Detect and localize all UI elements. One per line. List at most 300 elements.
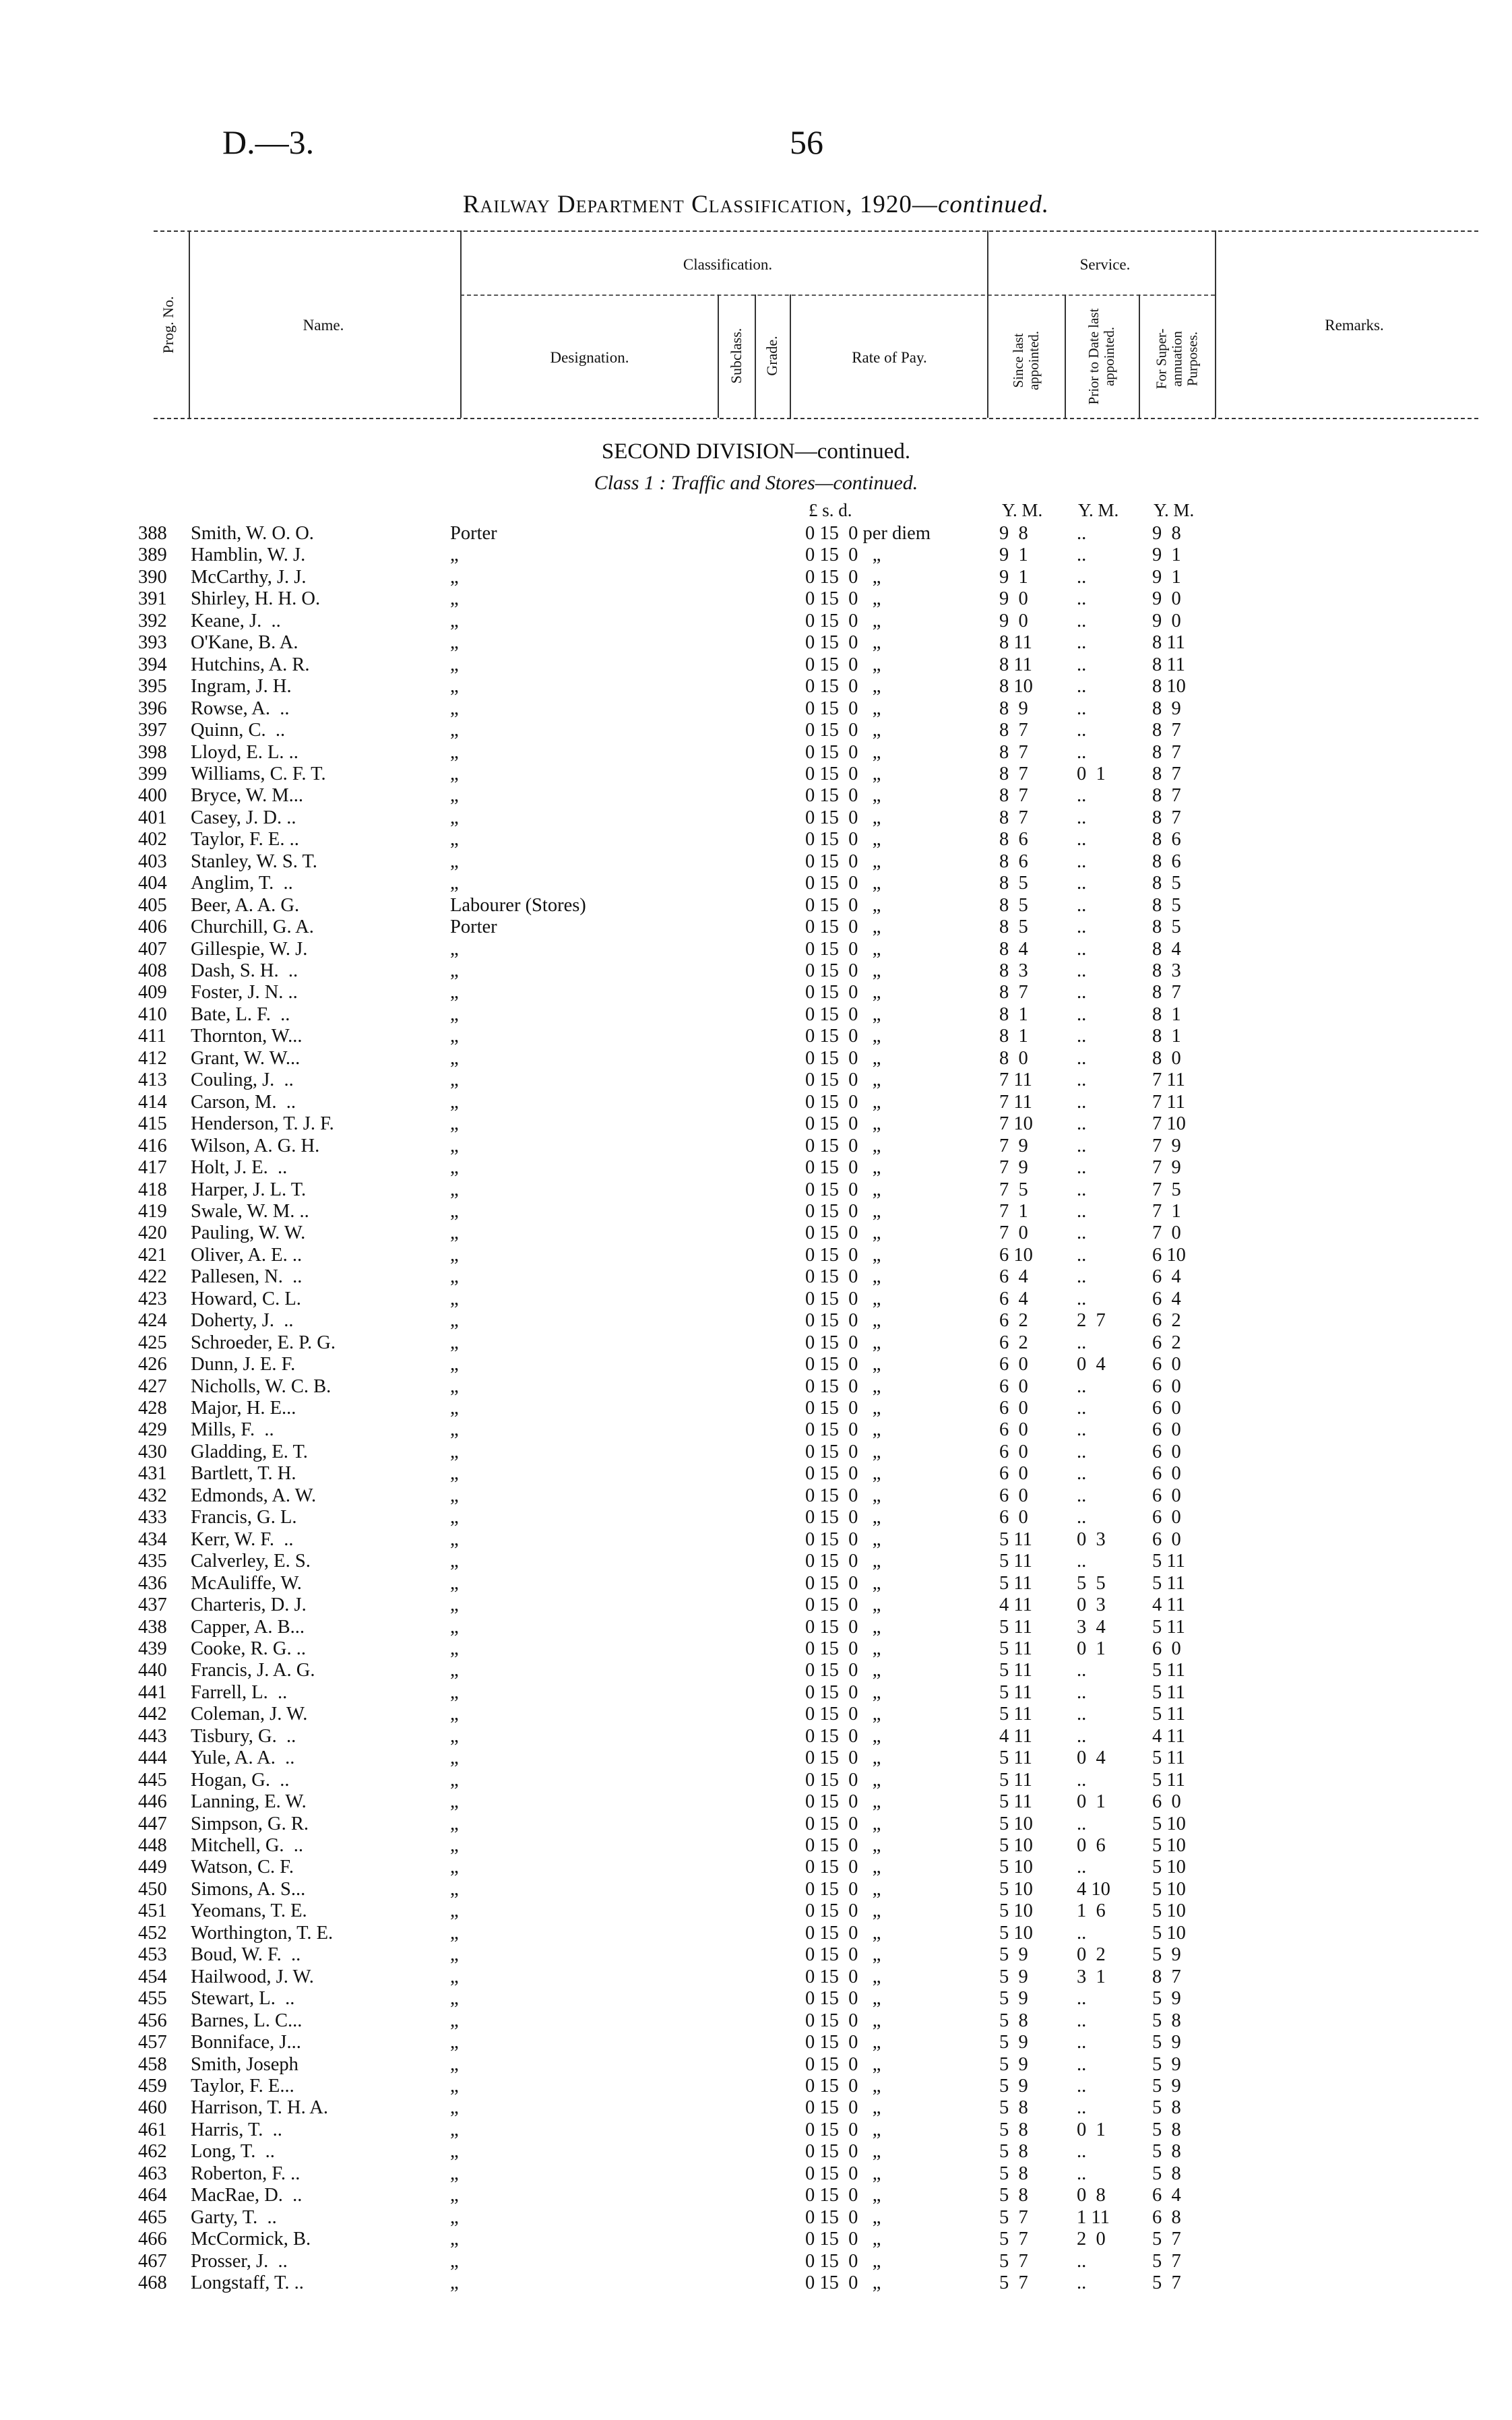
staff-name: Stewart, L. .. — [191, 1988, 295, 2010]
table-row — [0, 939, 1512, 960]
table-row — [0, 1092, 1512, 1113]
staff-name: Yeomans, T. E. — [191, 1900, 307, 1922]
service-prior: 0 1 — [1077, 1791, 1106, 1813]
rate-of-pay: 0 15 0 „ — [805, 1551, 881, 1572]
prog-no: 468 — [138, 2272, 167, 2293]
table-row — [0, 1770, 1512, 1791]
service-superannuation: 7 5 — [1152, 1179, 1181, 1200]
rate-of-pay: 0 15 0 „ — [805, 610, 881, 631]
staff-name: Swale, W. M. .. — [191, 1200, 309, 1222]
service-superannuation: 7 11 — [1152, 1091, 1185, 1113]
service-prior: .. — [1077, 1681, 1087, 1703]
service-prior: .. — [1077, 1398, 1087, 1419]
rate-of-pay: 0 15 0 „ — [805, 1419, 881, 1441]
table-row — [0, 960, 1512, 982]
designation: „ — [450, 1179, 459, 1200]
staff-name: Taylor, F. E. .. — [191, 829, 299, 850]
designation: „ — [450, 1660, 459, 1681]
staff-name: Cooke, R. G. .. — [191, 1638, 306, 1659]
prog-no: 388 — [138, 523, 167, 544]
prog-no: 453 — [138, 1944, 167, 1966]
designation: „ — [450, 2185, 459, 2206]
divider-6 — [987, 230, 988, 418]
designation: „ — [450, 2272, 459, 2293]
designation: „ — [450, 720, 459, 741]
service-superannuation: 6 0 — [1152, 1485, 1181, 1506]
prog-no: 412 — [138, 1047, 167, 1069]
staff-name: Smith, Joseph — [191, 2053, 298, 2075]
divider-3 — [718, 294, 719, 418]
service-superannuation: 8 5 — [1152, 894, 1181, 916]
table-row — [0, 1594, 1512, 1616]
staff-name: Hogan, G. .. — [191, 1769, 290, 1791]
table-row — [0, 1004, 1512, 1026]
rate-of-pay: 0 15 0 „ — [805, 1485, 881, 1506]
col-prior-to-date: Prior to Date last appointed. — [1085, 308, 1117, 405]
service-since-last: 8 7 — [999, 763, 1028, 784]
table-row — [0, 1201, 1512, 1222]
prog-no: 411 — [138, 1026, 166, 1047]
service-superannuation: 5 9 — [1152, 2032, 1181, 2053]
prog-no: 463 — [138, 2163, 167, 2184]
service-since-last: 5 7 — [999, 2229, 1028, 2250]
staff-name: Harrison, T. H. A. — [191, 2097, 328, 2119]
service-since-last: 8 11 — [999, 654, 1032, 675]
service-superannuation: 9 8 — [1152, 523, 1181, 544]
prog-no: 421 — [138, 1244, 167, 1266]
rate-of-pay: 0 15 0 „ — [805, 763, 881, 784]
service-prior: 0 3 — [1077, 1594, 1106, 1616]
service-since-last: 8 6 — [999, 850, 1028, 872]
prog-no: 435 — [138, 1551, 167, 1572]
service-superannuation: 6 0 — [1152, 1638, 1181, 1659]
rate-of-pay: 0 15 0 „ — [805, 1944, 881, 1966]
rate-of-pay: 0 15 0 „ — [805, 829, 881, 850]
designation: „ — [450, 2010, 459, 2031]
designation: „ — [450, 1988, 459, 2010]
designation: „ — [450, 763, 459, 784]
staff-name: Grant, W. W... — [191, 1047, 301, 1069]
designation: „ — [450, 1135, 459, 1156]
service-prior: 1 6 — [1077, 1900, 1106, 1922]
service-superannuation: 8 7 — [1152, 763, 1181, 784]
designation: „ — [450, 1857, 459, 1878]
table-row — [0, 1835, 1512, 1857]
table-row — [0, 720, 1512, 741]
table-row — [0, 654, 1512, 676]
staff-name: Foster, J. N. .. — [191, 982, 298, 1003]
table-row — [0, 1617, 1512, 1638]
staff-name: Edmonds, A. W. — [191, 1485, 317, 1506]
prog-no: 390 — [138, 566, 167, 588]
divider-9 — [1215, 230, 1216, 418]
table-row — [0, 1332, 1512, 1354]
service-prior: .. — [1077, 545, 1087, 566]
table-row — [0, 764, 1512, 785]
service-prior: .. — [1077, 807, 1087, 828]
service-superannuation: 7 10 — [1152, 1113, 1186, 1135]
service-superannuation: 5 11 — [1152, 1572, 1185, 1594]
service-superannuation: 5 8 — [1152, 2010, 1181, 2031]
table-row — [0, 1726, 1512, 1747]
service-superannuation: 9 0 — [1152, 588, 1181, 610]
service-since-last: 6 4 — [999, 1266, 1028, 1288]
rate-of-pay: 0 15 0 „ — [805, 545, 881, 566]
table-row — [0, 1988, 1512, 2010]
service-since-last: 8 7 — [999, 741, 1028, 763]
service-superannuation: 5 10 — [1152, 1900, 1186, 1922]
rate-of-pay: 0 15 0 „ — [805, 1528, 881, 1550]
prog-no: 459 — [138, 2075, 167, 2097]
service-since-last: 5 9 — [999, 2053, 1028, 2075]
designation: „ — [450, 2119, 459, 2140]
rate-of-pay: 0 15 0 „ — [805, 697, 881, 719]
rate-of-pay: 0 15 0 „ — [805, 2185, 881, 2206]
staff-name: Shirley, H. H. O. — [191, 588, 321, 610]
rate-of-pay: 0 15 0 „ — [805, 1507, 881, 1528]
designation: „ — [450, 1047, 459, 1069]
table-row — [0, 1551, 1512, 1572]
service-since-last: 5 8 — [999, 2185, 1028, 2206]
rate-of-pay: 0 15 0 „ — [805, 1332, 881, 1353]
staff-name: Watson, C. F. — [191, 1857, 294, 1878]
service-prior: .. — [1077, 588, 1087, 610]
designation: „ — [450, 1835, 459, 1856]
designation: „ — [450, 2141, 459, 2163]
staff-name: Wilson, A. G. H. — [191, 1135, 320, 1156]
service-superannuation: 8 11 — [1152, 632, 1185, 654]
service-since-last: 9 0 — [999, 588, 1028, 610]
service-prior: 0 1 — [1077, 763, 1106, 784]
service-prior: .. — [1077, 829, 1087, 850]
service-superannuation: 8 7 — [1152, 741, 1181, 763]
service-since-last: 5 10 — [999, 1922, 1033, 1944]
prog-no: 436 — [138, 1572, 167, 1594]
service-since-last: 5 10 — [999, 1813, 1033, 1834]
divider-1 — [189, 230, 190, 418]
designation: „ — [450, 1681, 459, 1703]
table-row — [0, 2163, 1512, 2185]
service-since-last: 5 10 — [999, 1900, 1033, 1922]
table-row — [0, 2251, 1512, 2272]
table-row — [0, 1376, 1512, 1398]
table-row — [0, 1529, 1512, 1551]
designation: „ — [450, 2032, 459, 2053]
service-prior: 4 10 — [1077, 1878, 1110, 1900]
prog-no: 434 — [138, 1528, 167, 1550]
table-row — [0, 1507, 1512, 1528]
service-prior: .. — [1077, 2272, 1087, 2293]
service-since-last: 8 7 — [999, 807, 1028, 828]
service-since-last: 8 7 — [999, 982, 1028, 1003]
service-superannuation: 8 7 — [1152, 720, 1181, 741]
designation: „ — [450, 1398, 459, 1419]
rate-of-pay: 0 15 0 „ — [805, 1616, 881, 1638]
designation: „ — [450, 1266, 459, 1288]
service-prior: .. — [1077, 1135, 1087, 1156]
service-since-last: 7 9 — [999, 1157, 1028, 1179]
service-superannuation: 5 10 — [1152, 1857, 1186, 1878]
rate-of-pay: 0 15 0 „ — [805, 1725, 881, 1747]
prog-no: 438 — [138, 1616, 167, 1638]
service-prior: .. — [1077, 1551, 1087, 1572]
service-superannuation: 6 0 — [1152, 1441, 1181, 1462]
service-since-last: 7 0 — [999, 1222, 1028, 1244]
rate-of-pay: 0 15 0 „ — [805, 873, 881, 894]
prog-no: 433 — [138, 1507, 167, 1528]
designation: „ — [450, 982, 459, 1003]
header-top-rule — [154, 230, 1478, 232]
service-since-last: 6 0 — [999, 1463, 1028, 1485]
staff-name: Quinn, C. .. — [191, 720, 286, 741]
designation: „ — [450, 654, 459, 675]
staff-name: Lanning, E. W. — [191, 1791, 307, 1813]
service-superannuation: 8 7 — [1152, 807, 1181, 828]
super-units: Y. M. — [1154, 500, 1195, 520]
service-since-last: 6 0 — [999, 1419, 1028, 1441]
service-prior: .. — [1077, 2250, 1087, 2272]
service-superannuation: 5 11 — [1152, 1616, 1185, 1638]
service-prior: 0 4 — [1077, 1747, 1106, 1769]
col-rate-of-pay: Rate of Pay. — [852, 349, 927, 366]
designation: „ — [450, 807, 459, 828]
service-superannuation: 8 5 — [1152, 873, 1181, 894]
service-prior: .. — [1077, 1463, 1087, 1485]
designation: „ — [450, 1725, 459, 1747]
service-superannuation: 5 8 — [1152, 2163, 1181, 2184]
service-superannuation: 5 9 — [1152, 1944, 1181, 1966]
service-since-last: 5 10 — [999, 1835, 1033, 1856]
table-row — [0, 2010, 1512, 2032]
table-row — [0, 1747, 1512, 1769]
service-prior: .. — [1077, 2032, 1087, 2053]
staff-name: Bonniface, J... — [191, 2032, 301, 2053]
prog-no: 414 — [138, 1091, 167, 1113]
staff-name: Kerr, W. F. .. — [191, 1528, 294, 1550]
designation: „ — [450, 632, 459, 654]
staff-name: Mills, F. .. — [191, 1419, 274, 1441]
staff-name: Francis, J. A. G. — [191, 1660, 315, 1681]
service-since-last: 6 2 — [999, 1310, 1028, 1332]
staff-name: Coleman, J. W. — [191, 1704, 308, 1725]
staff-name: Yule, A. A. .. — [191, 1747, 295, 1769]
staff-name: Hutchins, A. R. — [191, 654, 310, 675]
service-superannuation: 5 11 — [1152, 1704, 1185, 1725]
designation: „ — [450, 1791, 459, 1813]
service-since-last: 7 10 — [999, 1113, 1033, 1135]
table-row — [0, 1923, 1512, 1944]
prog-no: 446 — [138, 1791, 167, 1813]
staff-name: Gillespie, W. J. — [191, 938, 308, 960]
staff-name: Tisbury, G. .. — [191, 1725, 296, 1747]
staff-name: Couling, J. .. — [191, 1069, 294, 1091]
service-superannuation: 6 0 — [1152, 1375, 1181, 1397]
title-continued: continued. — [937, 191, 1050, 218]
table-row — [0, 2207, 1512, 2229]
table-row — [0, 1682, 1512, 1704]
col-name: Name. — [303, 317, 344, 334]
service-prior: .. — [1077, 697, 1087, 719]
service-since-last: 6 10 — [999, 1244, 1033, 1266]
table-row — [0, 1857, 1512, 1878]
staff-name: Rowse, A. .. — [191, 697, 290, 719]
table-row — [0, 2272, 1512, 2294]
service-prior: .. — [1077, 960, 1087, 981]
table-row — [0, 1638, 1512, 1660]
designation: „ — [450, 1113, 459, 1135]
service-prior: .. — [1077, 873, 1087, 894]
service-prior: .. — [1077, 1813, 1087, 1834]
designation: „ — [450, 960, 459, 981]
service-prior: .. — [1077, 1157, 1087, 1179]
table-row — [0, 873, 1512, 894]
page-title — [0, 190, 1512, 219]
service-since-last: 8 7 — [999, 785, 1028, 807]
service-prior: .. — [1077, 1769, 1087, 1791]
service-prior: .. — [1077, 1244, 1087, 1266]
col-grade: Grade. — [763, 336, 780, 376]
service-superannuation: 8 5 — [1152, 917, 1181, 938]
service-since-last: 5 11 — [999, 1704, 1032, 1725]
table-row — [0, 588, 1512, 610]
service-prior: .. — [1077, 1857, 1087, 1878]
service-superannuation: 5 9 — [1152, 2075, 1181, 2097]
service-prior: .. — [1077, 523, 1087, 544]
staff-name: Pallesen, N. .. — [191, 1266, 303, 1288]
designation: „ — [450, 1003, 459, 1025]
prog-no: 437 — [138, 1594, 167, 1616]
staff-name: Thornton, W... — [191, 1026, 303, 1047]
staff-name: Anglim, T. .. — [191, 873, 293, 894]
service-superannuation: 8 6 — [1152, 850, 1181, 872]
service-since-last: 5 8 — [999, 2141, 1028, 2163]
designation: „ — [450, 1528, 459, 1550]
service-superannuation: 6 0 — [1152, 1354, 1181, 1375]
rate-of-pay: 0 15 0 „ — [805, 1091, 881, 1113]
service-superannuation: 7 11 — [1152, 1069, 1185, 1091]
service-superannuation: 8 1 — [1152, 1026, 1181, 1047]
prog-no: 461 — [138, 2119, 167, 2140]
service-prior: .. — [1077, 917, 1087, 938]
service-superannuation: 4 11 — [1152, 1594, 1185, 1616]
designation: „ — [450, 1157, 459, 1179]
service-since-last: 8 5 — [999, 894, 1028, 916]
rate-of-pay: 0 15 0 „ — [805, 1638, 881, 1659]
staff-name: MacRae, D. .. — [191, 2185, 303, 2206]
prog-no: 425 — [138, 1332, 167, 1353]
service-prior: 5 5 — [1077, 1572, 1106, 1594]
service-superannuation: 6 0 — [1152, 1463, 1181, 1485]
service-since-last: 8 1 — [999, 1026, 1028, 1047]
prog-no: 432 — [138, 1485, 167, 1506]
designation: „ — [450, 566, 459, 588]
prog-no: 397 — [138, 720, 167, 741]
table-row — [0, 1310, 1512, 1332]
designation: „ — [450, 1922, 459, 1944]
table-row — [0, 1573, 1512, 1594]
service-prior: .. — [1077, 741, 1087, 763]
staff-name: McAuliffe, W. — [191, 1572, 302, 1594]
table-row — [0, 523, 1512, 545]
prog-no: 450 — [138, 1878, 167, 1900]
rate-of-pay: 0 15 0 „ — [805, 566, 881, 588]
service-since-last: 5 11 — [999, 1528, 1032, 1550]
designation: „ — [450, 1288, 459, 1309]
prog-no: 464 — [138, 2185, 167, 2206]
service-since-last: 9 1 — [999, 545, 1028, 566]
service-since-last: 8 1 — [999, 1003, 1028, 1025]
prog-no: 449 — [138, 1857, 167, 1878]
divider-5 — [790, 294, 791, 418]
service-since-last: 5 9 — [999, 1988, 1028, 2010]
rate-of-pay: 0 15 0 „ — [805, 917, 881, 938]
prog-no: 443 — [138, 1725, 167, 1747]
designation: „ — [450, 2163, 459, 2184]
staff-name: Mitchell, G. .. — [191, 1835, 304, 1856]
service-superannuation: 6 0 — [1152, 1528, 1181, 1550]
service-since-last: 7 11 — [999, 1069, 1032, 1091]
staff-name: McCormick, B. — [191, 2229, 311, 2250]
service-superannuation: 5 10 — [1152, 1878, 1186, 1900]
rate-of-pay: 0 15 0 „ — [805, 785, 881, 807]
designation: „ — [450, 1594, 459, 1616]
rate-of-pay: 0 15 0 „ — [805, 2141, 881, 2163]
service-since-last: 7 9 — [999, 1135, 1028, 1156]
prog-no: 466 — [138, 2229, 167, 2250]
rate-of-pay: 0 15 0 „ — [805, 2206, 881, 2228]
table-row — [0, 2119, 1512, 2141]
table-row — [0, 742, 1512, 764]
service-since-last: 5 7 — [999, 2206, 1028, 2228]
rate-of-pay: 0 15 0 „ — [805, 1026, 881, 1047]
table-row — [0, 2076, 1512, 2097]
service-superannuation: 8 7 — [1152, 1966, 1181, 1987]
service-prior: .. — [1077, 1375, 1087, 1397]
rate-of-pay: 0 15 0 „ — [805, 1572, 881, 1594]
service-since-last: 5 11 — [999, 1747, 1032, 1769]
service-prior: .. — [1077, 2053, 1087, 2075]
staff-name: Bate, L. F. .. — [191, 1003, 290, 1025]
service-since-last: 5 11 — [999, 1791, 1032, 1813]
service-prior: .. — [1077, 1222, 1087, 1244]
prog-no: 426 — [138, 1354, 167, 1375]
service-since-last: 7 1 — [999, 1200, 1028, 1222]
rate-of-pay: 0 15 0 „ — [805, 1835, 881, 1856]
designation: „ — [450, 850, 459, 872]
col-classification: Classification. — [683, 256, 773, 273]
service-prior: .. — [1077, 632, 1087, 654]
table-row — [0, 1157, 1512, 1179]
staff-name: Farrell, L. .. — [191, 1681, 288, 1703]
service-prior: 0 3 — [1077, 1528, 1106, 1550]
service-since-last: 5 11 — [999, 1660, 1032, 1681]
table-row — [0, 2097, 1512, 2119]
designation: „ — [450, 2250, 459, 2272]
table-row — [0, 2054, 1512, 2076]
rate-of-pay: 0 15 0 „ — [805, 894, 881, 916]
prog-no: 454 — [138, 1966, 167, 1987]
prog-no: 447 — [138, 1813, 167, 1834]
service-superannuation: 7 9 — [1152, 1135, 1181, 1156]
prog-no: 401 — [138, 807, 167, 828]
staff-name: Nicholls, W. C. B. — [191, 1375, 332, 1397]
service-superannuation: 8 7 — [1152, 785, 1181, 807]
col-since-last: Since last appointed. — [1010, 330, 1042, 391]
prog-no: 428 — [138, 1398, 167, 1419]
service-since-last: 8 5 — [999, 873, 1028, 894]
service-since-last: 5 8 — [999, 2010, 1028, 2031]
service-since-last: 8 11 — [999, 632, 1032, 654]
